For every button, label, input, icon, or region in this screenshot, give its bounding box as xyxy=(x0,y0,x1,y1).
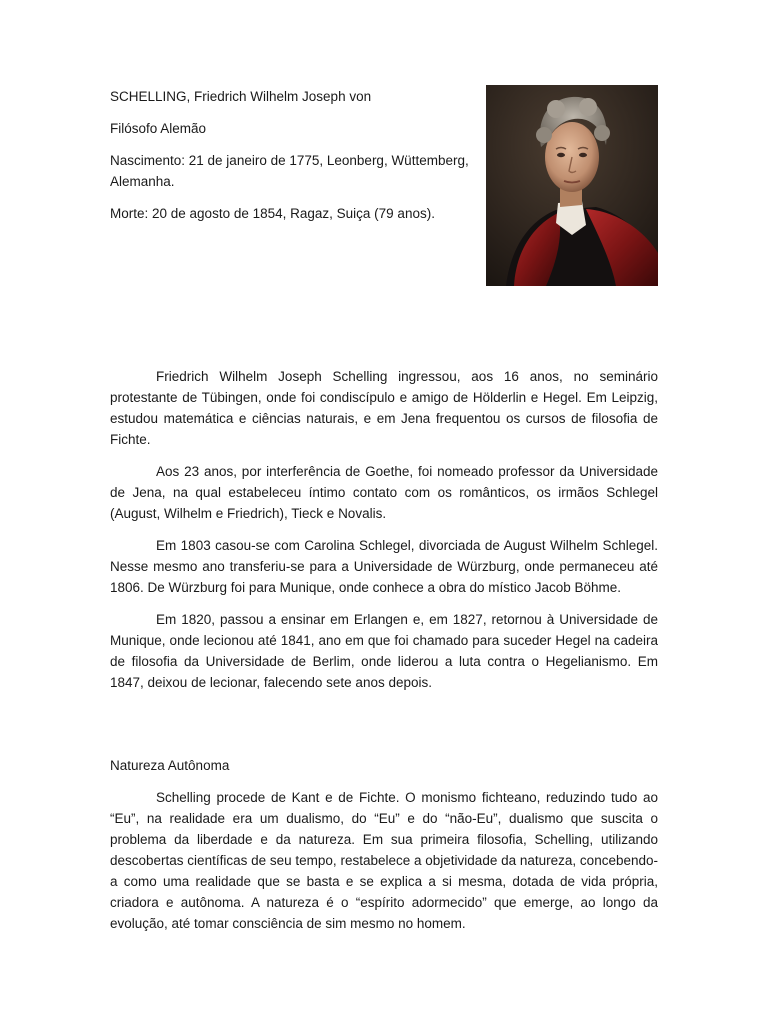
birth-info: Nascimento: 21 de janeiro de 1775, Leonberg, Wüttemberg, Alemanha. xyxy=(110,153,469,189)
section-body xyxy=(110,787,658,934)
biography-paragraph: Aos 23 anos, por interferência de Goethe, foi nomeado professor da Universidade de Jena, na qual estabeleceu íntimo contato com os românticos, os irmãos Schlegel (August, Wilhelm e Friedrich), Tieck e Novalis. xyxy=(110,464,658,521)
header-info xyxy=(110,86,470,235)
occupation: Filósofo Alemão xyxy=(110,121,207,136)
biography-paragraph: Em 1803 casou-se com Carolina Schlegel, divorciada de August Wilhelm Schlegel. Nesse mesmo ano transferiu-se para a Universidade de Würzburg, onde permaneceu até 1806. De Würzburg foi para Munique, onde conhece a obra do místico Jacob Böhme. xyxy=(110,538,658,595)
section-title: Natureza Autônoma xyxy=(110,758,230,773)
death-info: Morte: 20 de agosto de 1854, Ragaz, Suiça (79 anos). xyxy=(110,206,435,221)
portrait-svg xyxy=(486,85,658,286)
section-paragraph: Schelling procede de Kant e de Fichte. O monismo fichteano, reduzindo tudo ao “Eu”, na realidade era um dualismo, do “Eu” e do “não-Eu”, dualismo que suscita o problema da liberdade e da natureza. Em sua primeira filosofia, Schelling, utilizando descobertas científicas de seu tempo, restabelece a objetividade da natureza, concebendo-a como uma realidade que se basta e se explica a si mesma, dotada de vida própria, criadora e autônoma. A natureza é o “espírito adormecido” que emerge, ao longo da evolução, até tomar consciência de sim mesmo no homem. xyxy=(110,790,658,931)
biography-paragraph: Friedrich Wilhelm Joseph Schelling ingressou, aos 16 anos, no seminário protestante de Tübingen, onde foi condiscípulo e amigo de Hölderlin e Hegel. Em Leipzig, estudou matemática e ciências naturais, e em Jena frequentou os cursos de filosofia de Fichte. xyxy=(110,369,658,447)
biography xyxy=(110,366,658,704)
person-name: SCHELLING, Friedrich Wilhelm Joseph von xyxy=(110,89,372,104)
portrait-painting-icon xyxy=(486,85,658,286)
biography-paragraph: Em 1820, passou a ensinar em Erlangen e, em 1827, retornou à Universidade de Munique, onde lecionou até 1841, ano em que foi chamado para suceder Hegel na cadeira de filosofia da Universidade de Berlim, onde liderou a luta contra o Hegelianismo. Em 1847, deixou de lecionar, falecendo sete anos depois. xyxy=(110,612,658,690)
